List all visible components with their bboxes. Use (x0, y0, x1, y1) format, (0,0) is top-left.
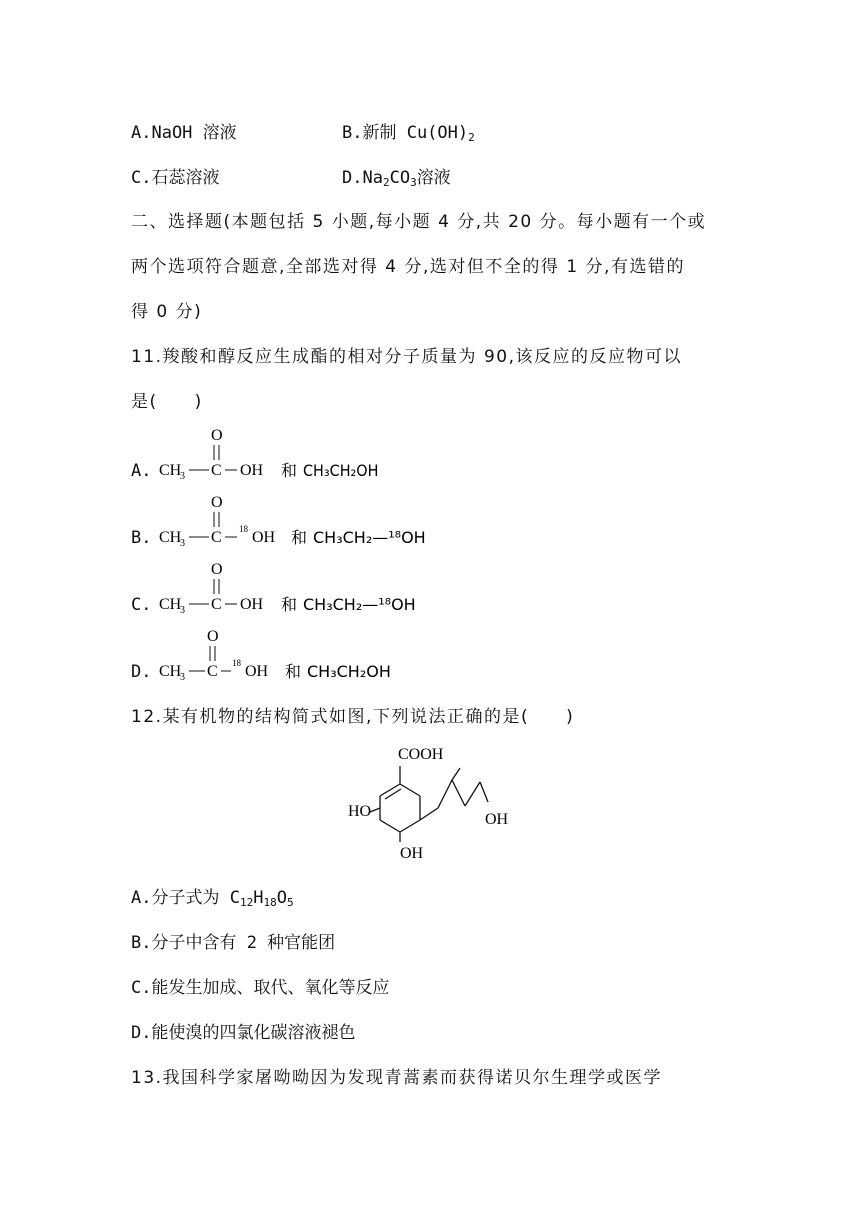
q12-option-a: A.分子式为 $C_{12}H_{18}O_5$ (131, 888, 294, 909)
svg-text:O: O (211, 494, 223, 511)
option-label: C. (131, 595, 152, 615)
svg-text:CH₃CH₂OH: CH₃CH₂OH (303, 461, 379, 480)
question-13-stem: 13.我国科学家屠呦呦因为发现青蒿素而获得诺贝尔生理学或医学 (131, 1068, 663, 1088)
option-d: $D.Na_2CO_3$溶液 (342, 168, 451, 189)
svg-text:C: C (207, 663, 218, 680)
svg-text:CH₃CH₂—¹⁸OH: CH₃CH₂—¹⁸OH (313, 528, 426, 547)
q12-option-d: D.能使溴的四氯化碳溶液褪色 (131, 1023, 356, 1043)
svg-text:CH₃CH₂—¹⁸OH: CH₃CH₂—¹⁸OH (303, 595, 416, 614)
section-header-line: 两个选项符合题意,全部选对得 4 分,选对但不全的得 1 分,有选错的 (131, 257, 685, 277)
svg-text:O: O (211, 561, 223, 578)
svg-text:18: 18 (232, 658, 241, 668)
molecule-structure (340, 740, 530, 865)
question-12-stem: 12.某有机物的结构简式如图,下列说法正确的是( ) (131, 707, 575, 727)
svg-text:OH: OH (240, 462, 264, 479)
svg-text:OH: OH (252, 529, 276, 546)
svg-text:C: C (211, 596, 222, 613)
q12-option-b: B.分子中含有 2 种官能团 (131, 933, 336, 953)
svg-text:CH: CH (159, 462, 182, 479)
ho-label: HO (348, 803, 372, 820)
option-b: B.新制 $Cu(OH)_2$ (342, 123, 475, 144)
q11-option-c (131, 559, 611, 619)
svg-text:CH: CH (159, 529, 182, 546)
cooh-label: COOH (398, 746, 444, 763)
svg-text:和: 和 (281, 595, 298, 614)
svg-text:O: O (207, 628, 219, 645)
svg-text:CH: CH (159, 596, 182, 613)
option-label: D. (131, 662, 152, 682)
q11-option-d (131, 626, 611, 686)
svg-text:3: 3 (180, 605, 185, 616)
section-header-line: 二、选择题(本题包括 5 小题,每小题 4 分,共 20 分。每小题有一个或 (131, 212, 707, 232)
svg-text:3: 3 (180, 672, 185, 683)
acid-structure (157, 559, 477, 619)
svg-text:C: C (211, 462, 222, 479)
option-label: A. (131, 461, 152, 481)
question-11-stem: 是( ) (131, 392, 203, 412)
option-label: B. (131, 528, 152, 548)
svg-text:和: 和 (291, 528, 308, 547)
oh-label: OH (485, 811, 509, 828)
svg-text:3: 3 (180, 538, 185, 549)
svg-text:CH₃CH₂OH: CH₃CH₂OH (307, 662, 391, 681)
question-11-stem: 11.羧酸和醇反应生成酯的相对分子质量为 90,该反应的反应物可以 (131, 347, 682, 367)
acid-structure (157, 626, 477, 686)
svg-text:OH: OH (245, 663, 269, 680)
svg-text:CH: CH (159, 663, 182, 680)
section-header-line: 得 0 分) (131, 302, 203, 322)
oh-label: OH (400, 845, 424, 862)
q11-option-b (131, 492, 611, 552)
svg-text:O: O (211, 427, 223, 444)
svg-text:3: 3 (180, 471, 185, 482)
svg-text:C: C (211, 529, 222, 546)
q11-option-a (131, 425, 611, 485)
option-a: A.NaOH 溶液 (131, 123, 237, 143)
svg-text:和: 和 (285, 662, 302, 681)
svg-text:18: 18 (239, 524, 248, 534)
svg-text:和: 和 (281, 461, 298, 480)
svg-text:OH: OH (240, 596, 264, 613)
acid-structure (157, 492, 477, 552)
option-c: C.石蕊溶液 (131, 168, 220, 188)
acid-structure (157, 425, 477, 485)
q12-option-c: C.能发生加成、取代、氧化等反应 (131, 978, 390, 998)
